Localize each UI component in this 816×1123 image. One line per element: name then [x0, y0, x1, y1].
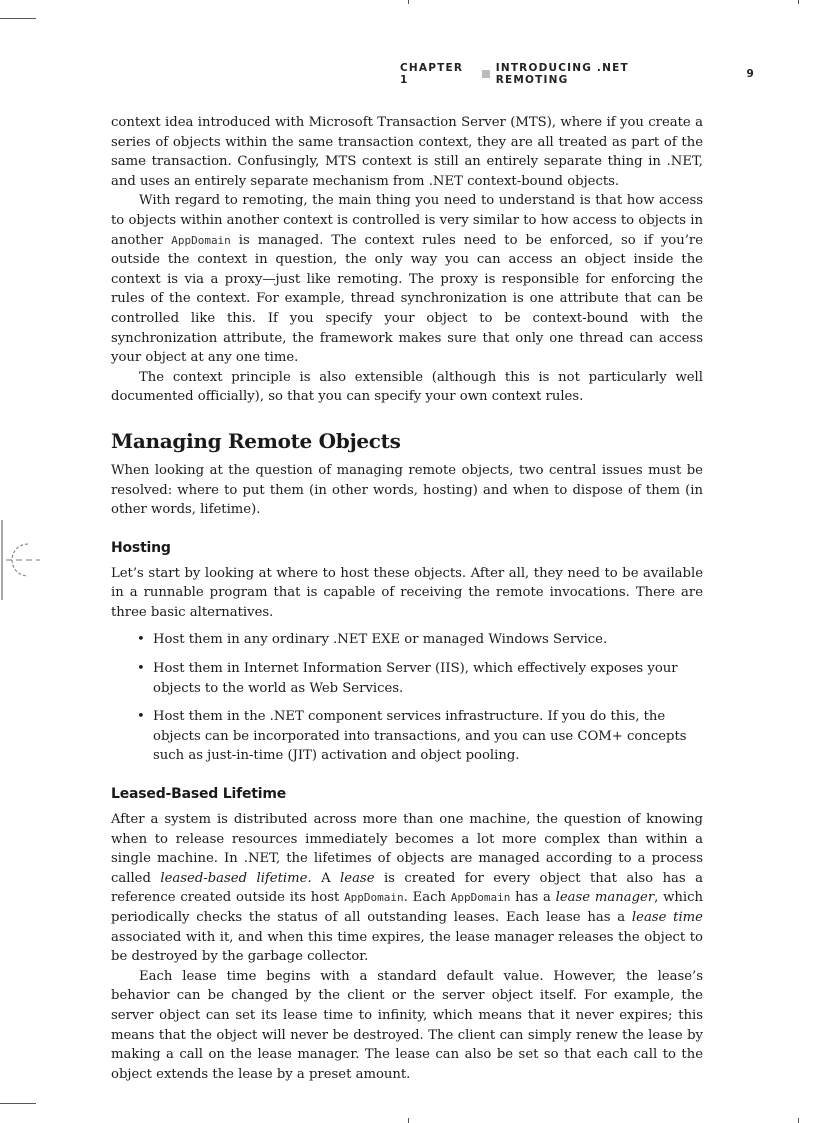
chapter-heading [400, 62, 704, 86]
registration-mark-icon [0, 520, 40, 600]
term-leased-based-lifetime: leased-based lifetime [160, 870, 308, 886]
hosting-bullet-list [111, 630, 703, 766]
intro-paragraph-3: The context principle is also extensible (although this is not particularly well documented officially), so that you can specify your own context rules. [111, 369, 703, 405]
body-text [111, 113, 703, 1084]
subsection-heading-hosting: Hosting [111, 539, 171, 556]
term-lease-time: lease time [631, 910, 703, 925]
crop-mark-bottom-left [0, 1103, 36, 1104]
section-heading-managing-remote-objects: Managing Remote Objects [111, 428, 401, 453]
square-bullet-icon [482, 70, 490, 78]
intro-paragraph-1: context idea introduced with Microsoft Transaction Server (MTS), where if you create a series of objects within the same transaction context, they are all treated as part of the same transaction. Confusingly, MTS context is still an entirely separate thing in .NET, and uses an entirely separate mechanism from .NET context-bound objects. [111, 115, 703, 189]
crop-mark-bottom-center [408, 1118, 409, 1123]
chapter-title: INTRODUCING .NET REMOTING [495, 62, 629, 86]
list-item: • Host them in any ordinary .NET EXE or managed Windows Service. [129, 630, 703, 650]
lifetime-paragraph-1: After a system is distributed across more than one machine, the question of knowing when to release resources immediately becomes a lot more complex than within a single machine. In .NET, the lifetimes of objects are managed according to a process called leased-based lifetime. A lease is created for every object that also has a reference created outside its host AppDomain. Each AppDomain has a lease manager, which periodically checks the status of all outstanding leases. Each lease has a lease time associated with it, and when this time expires, the lease manager releases the object to be destroyed by the garbage collector. [111, 812, 703, 965]
crop-mark-top-center [408, 0, 409, 4]
managing-paragraph: When looking at the question of managing remote objects, two central issues must be resolved: where to put them (in other words, hosting) and when to dispose of them (in other words, lifetime). [111, 462, 703, 518]
list-item: • Host them in the .NET component services infrastructure. If you do this, the objects can be incorporated into transactions, and you can use COM+ concepts such as just-in-time (JIT) activation and object pooling. [129, 707, 703, 766]
code-appdomain: AppDomain [344, 891, 404, 905]
crop-mark-top-left [0, 18, 36, 19]
code-appdomain: AppDomain [171, 233, 231, 247]
page-number: 9 [746, 68, 755, 80]
lifetime-paragraph-2: Each lease time begins with a standard default value. However, the lease’s behavior can be changed by the client or the server object itself. For example, the server object can set its lease time to infinity, which means that it never expires; this means that the object will never be destroyed. The client can simply renew the lease by making a call on the lease manager. The lease can also be set so that each call to the object extends the lease by a preset amount. [111, 968, 703, 1082]
chapter-label: CHAPTER 1 [400, 62, 464, 86]
term-lease: lease [340, 870, 375, 886]
term-lease-manager: lease manager [555, 890, 655, 906]
intro-paragraph-2: With regard to remoting, the main thing you need to understand is that how access to objects within another context is controlled is very similar to how access to objects in another AppDomain is managed. The context rules need to be enforced, so if you’re outside the context in question, the only way you can access an object inside the context is via a proxy—just like remoting. The proxy is responsible for enforcing the rules of the context. For example, thread synchronization is one attribute that can be controlled like this. If you specify your object to be context-bound with the synchronization attribute, the framework makes sure that only one thread can access your object at any one time. [111, 193, 703, 366]
hosting-paragraph: Let’s start by looking at where to host these objects. After all, they need to be available in a runnable program that is capable of receiving the remote invocations. There are three basic alternatives. [111, 565, 703, 620]
crop-mark-top-right [798, 0, 799, 4]
code-appdomain: AppDomain [450, 891, 511, 905]
subsection-heading-leased-based-lifetime: Leased-Based Lifetime [111, 786, 287, 803]
list-item: • Host them in Internet Information Server (IIS), which effectively exposes your objects to the world as Web Services. [129, 659, 703, 698]
running-header [400, 62, 755, 86]
crop-mark-bottom-right [798, 1118, 799, 1123]
